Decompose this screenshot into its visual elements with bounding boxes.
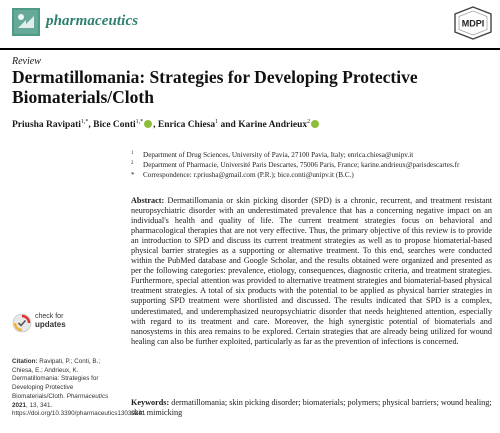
citation-volume: , 13, 341. xyxy=(26,401,53,409)
citation-label: Citation: xyxy=(12,358,38,365)
affiliation-number: * xyxy=(131,171,135,179)
citation-journal: Pharmaceutics xyxy=(66,392,109,400)
author-name: Priusha Ravipati xyxy=(12,120,81,130)
abstract-text: Dermatillomania or skin picking disorder (SPD) is a chronic, recurrent, and treatment resistant neuropsychiatric disorder with an underestimated prevalence that has a concerning negative impact on an individual's health and quality of life. The current treatment strategies focus on behavioral and pharmacological therapies that are not very effective. Thus, the primary objective of this review is to provide an introduction to SPD and discuss its current treatment strategies as well as to propose biomaterial-based physical barrier strategies as a supporting or alternative treatment. To this end, searches were conducted within the PubMed database and Google Scholar, and the results obtained were organized and presented as per the following categories: prevalence, etiology, consequences, diagnostic criteria, and treatment strategies. Furthermore, special attention was provided to alternative treatment strategies and biomaterial-based physical treatment strategies. A total of six products with the potential to be applied as physical barrier strategies in supporting SPD treatment were shortlisted and discussed. The results indicated that SPD is a complex, underestimated, and underemphasized neuropsychiatric disorder that needs heightened attention, especially with regard to its treatment and care. Moreover, the high synergistic potential of biomaterials and nanosystems in this area remains to be explored. Certain strategies that are already being utilized for wound healing can also be further exploited, particularly as far as the prevention of infections is concerned. xyxy=(131,196,493,346)
author-sup: 1,* xyxy=(135,119,144,125)
header-divider xyxy=(0,48,500,50)
correspondence-text: Correspondence: r.priusha@gmail.com (P.R.); bice.conti@unipv.it (B.C.) xyxy=(143,171,354,179)
affiliation-item xyxy=(131,151,413,159)
author-name: Karine Andrieux xyxy=(238,120,308,130)
author-name: Enrica Chiesa xyxy=(157,120,216,130)
publisher-logo-icon xyxy=(453,6,493,40)
citation xyxy=(12,358,146,419)
author-name: Bice Conti xyxy=(93,120,136,130)
keywords-label: Keywords: xyxy=(131,398,170,407)
citation-authors: Ravipati, P.; Conti, B.; Chiesa, E.; Andrieux, K. Dermatillomania: Strategies for Developing Protective Biomaterials/Cloth. xyxy=(12,358,101,400)
keywords-text: dermatillomania; skin picking disorder; biomaterials; polymers; physical barriers; wound healing; skin mimicking xyxy=(131,398,492,418)
check-for-updates-line1: check for xyxy=(35,313,64,320)
author-separator: and xyxy=(218,120,239,130)
article-title: Dermatillomania: Strategies for Developing Protective Biomaterials/Cloth xyxy=(12,67,418,107)
affiliation-item xyxy=(131,161,459,169)
publisher-logo-text: MDPI xyxy=(461,18,485,29)
author-sup: 2 xyxy=(307,119,311,125)
affiliation-text: Department of Drug Sciences, University of Pavia, 27100 Pavia, Italy; enrica.chiesa@unipv.it xyxy=(143,151,414,159)
journal-name: pharmaceutics xyxy=(46,13,139,29)
journal-logo-icon xyxy=(12,8,40,36)
article-type: Review xyxy=(12,56,41,67)
author-sup: 1,* xyxy=(80,119,89,125)
check-for-updates-label xyxy=(35,313,66,330)
check-for-updates-icon xyxy=(12,313,32,333)
orcid-icon[interactable] xyxy=(144,120,152,128)
author-separator: , xyxy=(153,120,158,130)
abstract xyxy=(131,196,492,347)
citation-year: 2021 xyxy=(12,401,27,409)
author-sup: 1 xyxy=(215,119,219,125)
keywords xyxy=(131,398,492,418)
authors-line xyxy=(12,119,320,130)
affiliation-number: 1 xyxy=(131,151,134,156)
citation-doi-link[interactable]: https://doi.org/10.3390/pharmaceutics13030341 xyxy=(12,410,146,418)
affiliation-text: Department of Pharmacie, Université Paris Descartes, 75006 Paris, France; karine.andrieux@parisdescartes.fr xyxy=(143,161,460,169)
check-for-updates-line2: updates xyxy=(35,320,66,329)
author-separator: , xyxy=(88,120,94,130)
affiliation-item xyxy=(131,171,354,179)
affiliation-number: 2 xyxy=(131,161,134,166)
abstract-label: Abstract: xyxy=(131,196,165,205)
orcid-icon[interactable] xyxy=(311,120,319,128)
